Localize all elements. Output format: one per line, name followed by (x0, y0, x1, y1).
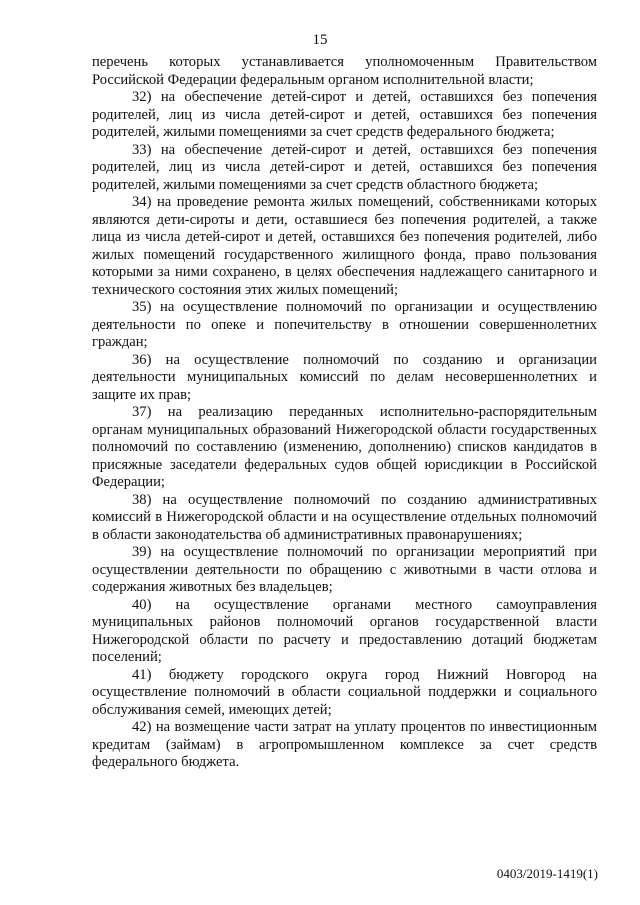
paragraph-continuation: перечень которых устанавливается уполномоченным Правительством Российской Федерации федеральным органом исполнительной власти; (92, 54, 597, 88)
page-number: 15 (312, 32, 328, 48)
paragraph-item-41: 41) бюджету городского округа город Нижний Новгород на осуществление полномочий в области социальной поддержки и социального обслуживания семей, имеющих детей; (92, 666, 597, 718)
document-code: 0403/2019-1419(1) (496, 866, 598, 881)
paragraph-item-40: 40) на осуществление органами местного самоуправления муниципальных районов полномочий органов государственной власти Нижегородской области по расчету и предоставлению дотаций бюджетам поселений; (92, 596, 597, 665)
paragraph-item-36: 36) на осуществление полномочий по созданию и организации деятельности муниципальных комиссий по делам несовершеннолетних и защите их прав; (92, 351, 597, 403)
document-body (92, 54, 597, 772)
paragraph-item-39: 39) на осуществление полномочий по организации мероприятий при осуществлении деятельности по обращению с животными в части отлова и содержания животных без владельцев; (92, 544, 597, 595)
paragraph-item-35: 35) на осуществление полномочий по организации и осуществлению деятельности по опеке и попечительству в отношении совершеннолетних граждан; (92, 299, 597, 350)
paragraph-item-38: 38) на осуществление полномочий по созданию административных комиссий в Нижегородской области и на осуществление отдельных полномочий в области законодательства об административных правонарушениях; (92, 491, 597, 543)
paragraph-item-34: 34) на проведение ремонта жилых помещений, собственниками которых являются дети-сироты и дети, оставшиеся без попечения родителей, а также лица из числа детей-сирот и детей, оставшихся без попечения родителей, либо жилых помещений государственного жилищного фонда, право пользования которыми за ними сохранено, в целях обеспечения надлежащего санитарного и технического состояния этих жилых помещений; (92, 194, 597, 298)
paragraph-item-42: 42) на возмещение части затрат на уплату процентов по инвестиционным кредитам (займам) в агропромышленном комплексе за счет средств федерального бюджета. (92, 719, 597, 770)
paragraph-item-33: 33) на обеспечение детей-сирот и детей, оставшихся без попечения родителей, лиц из числа детей-сирот и детей, оставшихся без попечения родителей, жилыми помещениями за счет средств областного бюджета; (92, 141, 597, 193)
paragraph-item-32: 32) на обеспечение детей-сирот и детей, оставшихся без попечения родителей, лиц из числа детей-сирот и детей, оставшихся без попечения родителей, жилыми помещениями за счет средств федерального бюджета; (92, 89, 597, 140)
paragraph-item-37: 37) на реализацию переданных исполнительно-распорядительным органам муниципальных образований Нижегородской области государственных полномочий по составлению (изменению, дополнению) списков кандидатов в присяжные заседатели федеральных судов общей юрисдикции в Российской Федерации; (92, 404, 597, 490)
